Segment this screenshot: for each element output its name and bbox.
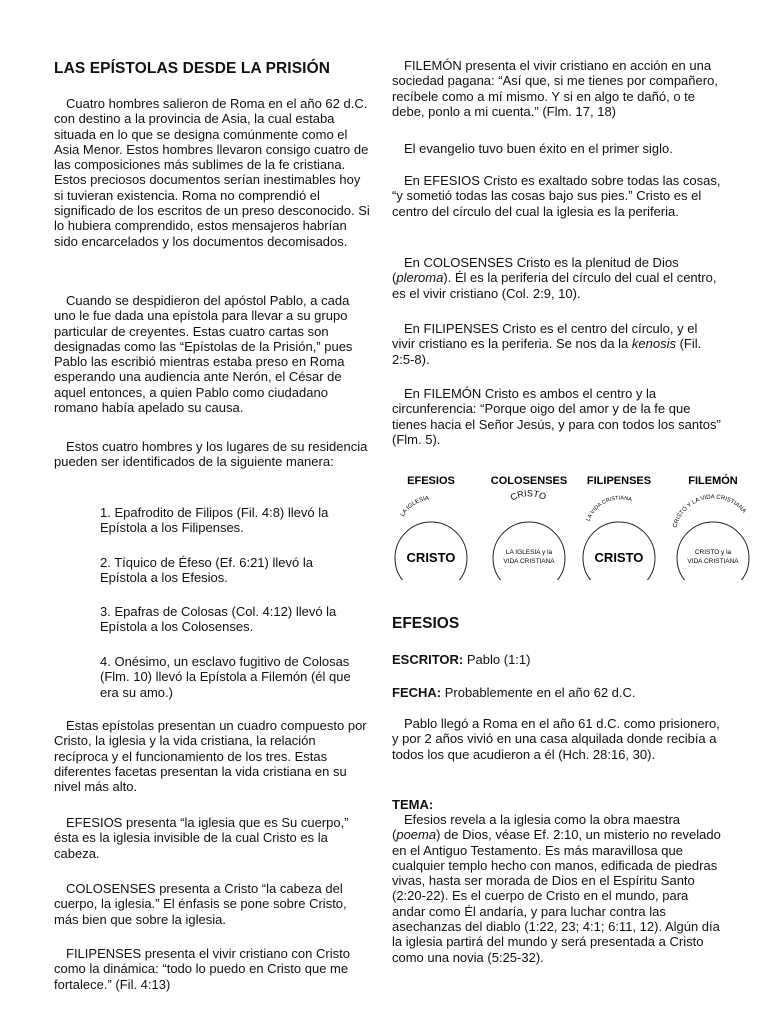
- circle-diagram: [388, 470, 758, 580]
- diagram-arc-label: LA IGLESIA: [399, 495, 430, 518]
- diagram-arc-label: LA VIDA CRISTIANA: [585, 495, 633, 523]
- paragraph-roma: Pablo llegó a Roma en el año 61 d.C. como prisionero, y por 2 años vivió en una casa alquilada donde recibía a todos los que acudieron a él (Hch. 28:16, 30).: [392, 716, 720, 762]
- diagram-heading: EFESIOS: [407, 475, 455, 487]
- paragraph-filipenses: FILIPENSES presenta el vivir cristiano con Cristo como la dinámica: “todo lo puedo en Cristo que me fortalece.” (Fil. 4:13): [54, 946, 350, 992]
- paragraph-colosenses: COLOSENSES presenta a Cristo “la cabeza del cuerpo, la iglesia.” El énfasis se pone sobre Cristo, más bien que sobre la iglesia.: [54, 881, 347, 927]
- intro-paragraph: Cuatro hombres salieron de Roma en el año 62 d.C. con destino a la provincia de Asia, la cual estaba situada en lo que se designa comúnmente como el Asia Menor. Estos hombres llevaron consigo cuatro de las composiciones más sublimes de la fe cristiana. Estos preciosos documentos serían inestimables hoy si tuvieran existencia. Roma no comprendió el significado de los escritos de un preso desconocido. Si lo hubiera comprendido, estos mensajeros habrían sido encarcelados y los documentos decomisados.: [54, 96, 370, 249]
- diagram-inner-label: LA IGLESIA y la: [505, 549, 553, 556]
- paragraph-en-colosenses: En COLOSENSES Cristo es la plenitud de Dios (pleroma). Él es la periferia del círculo del cual el centro, es el vivir cristiano (Col. 2:9, 10).: [392, 255, 717, 301]
- diagram-filipenses: [583, 475, 655, 580]
- diagram-heading: FILIPENSES: [586, 475, 652, 487]
- paragraph-evangelio: El evangelio tuvo buen éxito en el primer siglo.: [404, 141, 673, 156]
- diagram-colosenses: [491, 475, 567, 580]
- paragraph-tema: Efesios revela a la iglesia como la obra maestra (poema) de Dios, véase Ef. 2:10, un misterio no revelado en el Antiguo Testamento. Es más maravillosa que cualquier templo hecho con manos, edificada de piedras vivas, hasta ser morada de Dios en el Espíritu Santo (2:20-22). Es el cuerpo de Cristo en el mundo, para andar como Él andaría, y para luchar contra las asechanzas del diablo (1:22, 23; 4:1; 6:11, 12). Algún día la iglesia partirá del mundo y será presentada a Cristo como una novia (5:25-32).: [392, 812, 721, 965]
- writer-line: ESCRITOR: Pablo (1:1): [392, 652, 531, 667]
- diagram-efesios: [395, 475, 467, 580]
- theme-label: TEMA:: [392, 797, 434, 812]
- diagram-heading: COLOSENSES: [490, 475, 568, 487]
- paragraph-epistles: Cuando se despidieron del apóstol Pablo, a cada uno le fue dada una epístola para llevar a su grupo particular de creyentes. Estas cuatro cartas son designadas como las “Epístolas de la Prisión,” pues Pablo las escribió mientras estaba preso en Roma esperando una audiencia ante Nerón, el César de aquel entonces, a quien Pablo como ciudadano romano había apelado su causa.: [54, 293, 353, 416]
- list-item: 2. Tíquico de Éfeso (Ef. 6:21) llevó la Epístola a los Efesios.: [100, 555, 313, 586]
- paragraph-filemon: FILEMÓN presenta el vivir cristiano en acción en una sociedad pagana: “Así que, si me tienes por compañero, recíbele como a mí mismo. Y si en algo te dañó, o te debe, ponlo a mi cuenta.” (Flm. 17, 18): [392, 58, 718, 119]
- paragraph-en-efesios: En EFESIOS Cristo es exaltado sobre todas las cosas, “y sometió todas las cosas bajo sus pies.” Cristo es el centro del círculo del cual la iglesia es la periferia.: [392, 173, 721, 219]
- diagram-filemon: [672, 474, 749, 580]
- paragraph-en-filipenses: En FILIPENSES Cristo es el centro del círculo, y el vivir cristiano es la periferia. Se nos da la kenosis (Fil. 2:5-8).: [392, 321, 702, 367]
- diagram-inner-label: CRISTO: [406, 550, 456, 565]
- diagram-heading: FILEMÓN: [688, 475, 738, 487]
- paragraph-men: Estos cuatro hombres y los lugares de su residencia pueden ser identificados de la siguiente manera:: [54, 439, 368, 470]
- diagram-inner-label: CRISTO y la: [694, 549, 732, 556]
- date-line: FECHA: Probablemente en el año 62 d.C.: [392, 685, 636, 700]
- paragraph-efesios: EFESIOS presenta “la iglesia que es Su cuerpo,” ésta es la iglesia invisible de la cual Cristo es la cabeza.: [54, 815, 349, 861]
- list-item: 3. Epafras de Colosas (Col. 4:12) llevó la Epístola a los Colosenses.: [100, 604, 337, 635]
- diagram-inner-label: CRISTO: [594, 550, 644, 565]
- diagram-inner-label-2: VIDA CRISTIANA: [503, 558, 555, 565]
- list-item: 1. Epafrodito de Filipos (Fil. 4:8) llevó la Epístola a los Filipenses.: [100, 505, 329, 536]
- diagram-inner-label-2: VIDA CRISTIANA: [687, 558, 739, 565]
- section-heading-efesios: EFESIOS: [392, 615, 460, 632]
- paragraph-en-filemon: En FILEMÓN Cristo es ambos el centro y la circunferencia: “Porque oigo del amor y de la fe que tienes hacia el Señor Jesús, y para con todos los santos” (Flm. 5).: [392, 386, 721, 447]
- list-item: 4. Onésimo, un esclavo fugitivo de Colosas (Flm. 10) llevó la Epístola a Filemón (él que era su amo.): [100, 654, 351, 700]
- diagram-arc-label: CRISTO: [508, 488, 548, 503]
- page-title: LAS EPÍSTOLAS DESDE LA PRISIÓN: [54, 60, 331, 77]
- diagram-arc-label: CRISTO Y LA VIDA CRISTIANA: [672, 494, 747, 529]
- paragraph-composite: Estas epístolas presentan un cuadro compuesto por Cristo, la iglesia y la vida cristiana, la relación recíproca y el funcionamiento de los tres. Estas diferentes facetas presentan la vida cristiana en su nivel más alto.: [54, 718, 367, 795]
